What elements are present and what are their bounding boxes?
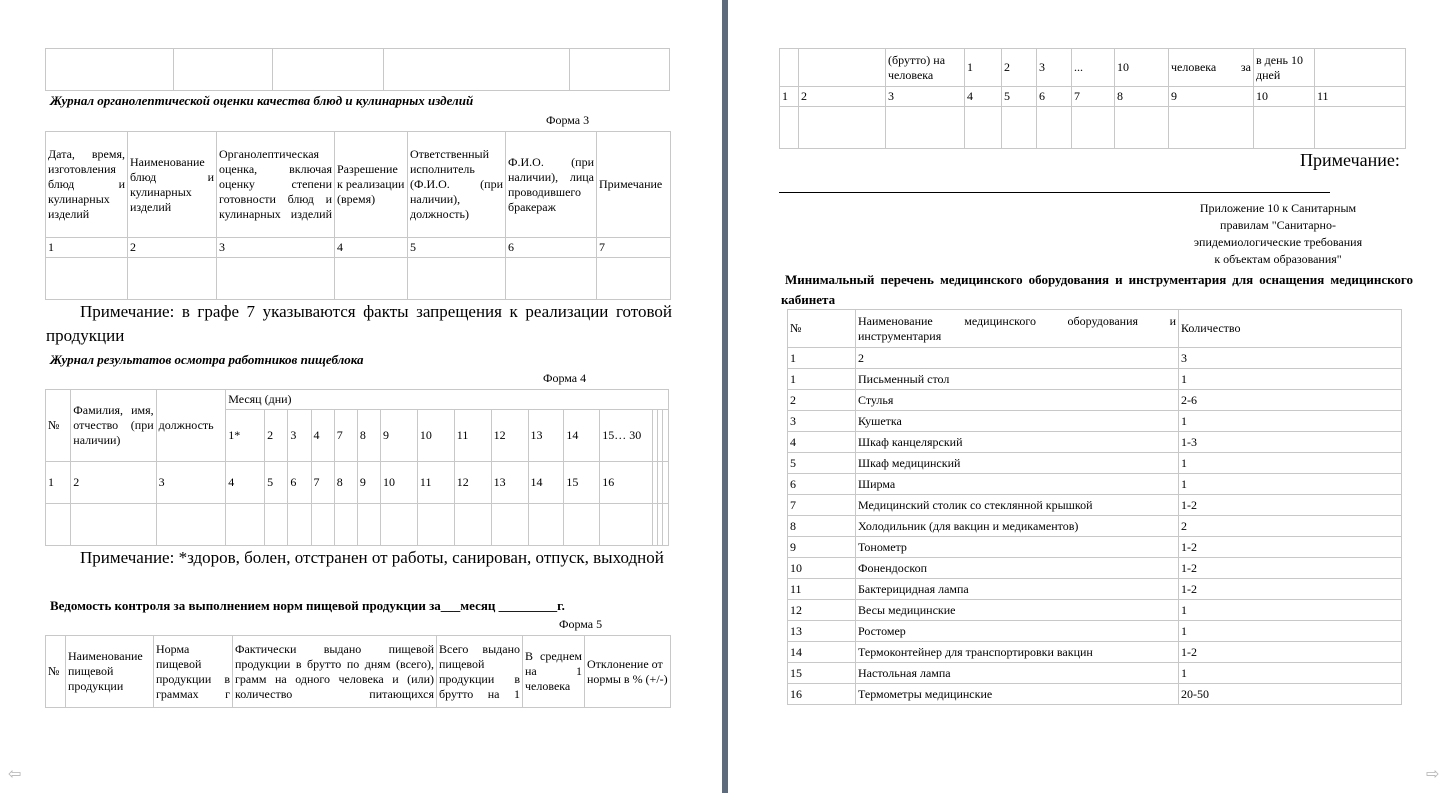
item-quantity: 1-2 (1179, 579, 1402, 600)
table-row (788, 411, 1402, 432)
journal4-form-label: Форма 4 (543, 371, 587, 385)
column-number: 7 (311, 462, 334, 504)
day-cell: 4 (311, 410, 334, 462)
journal5-header-cell: Всего выдано пищевой продукции в брутто на 1 (437, 636, 523, 708)
item-number: 4 (788, 432, 856, 453)
item-number: 12 (788, 600, 856, 621)
item-name: Медицинский столик со стеклянной крышкой (856, 495, 1179, 516)
column-number: 7 (1072, 87, 1115, 107)
day-cell: 12 (491, 410, 528, 462)
column-number: 3 (886, 87, 965, 107)
column-number: 14 (528, 462, 564, 504)
item-quantity: 1-2 (1179, 558, 1402, 579)
table-row (788, 432, 1402, 453)
item-number: 3 (788, 411, 856, 432)
item-number: 2 (788, 390, 856, 411)
journal3-header-cell: Органолептическая оценка, включая оценку степени готовности блюд и кулинарных изделий (217, 132, 335, 238)
table-row (788, 369, 1402, 390)
column-number: 2 (856, 348, 1179, 369)
journal4-header-name: Фамилия, имя, отчество (при наличии) (71, 390, 156, 462)
table-row (788, 495, 1402, 516)
equipment-header-cell: Количество (1179, 310, 1402, 348)
journal4-header-position: должность (156, 390, 226, 462)
form5-cell: в день 10 дней (1254, 49, 1315, 87)
column-number: 4 (226, 462, 265, 504)
column-number: 11 (1315, 87, 1406, 107)
item-number: 13 (788, 621, 856, 642)
item-name: Термоконтейнер для транспортировки вакцин (856, 642, 1179, 663)
day-cell: 2 (265, 410, 288, 462)
day-cell: 3 (288, 410, 311, 462)
table-row (788, 621, 1402, 642)
column-number: 4 (965, 87, 1002, 107)
item-name: Ростомер (856, 621, 1179, 642)
journal3-header-cell: Ответственный исполнитель (Ф.И.О. (при наличии), должность) (408, 132, 506, 238)
item-quantity: 1 (1179, 453, 1402, 474)
column-number: 2 (71, 462, 156, 504)
table-row (788, 684, 1402, 705)
column-number: 9 (357, 462, 380, 504)
journal3-table (45, 131, 671, 300)
item-quantity: 1-2 (1179, 495, 1402, 516)
table-row (788, 453, 1402, 474)
appendix-line: к объектам образования" (1214, 252, 1342, 266)
column-number: 7 (597, 238, 671, 258)
form5-cell: 1 (965, 49, 1002, 87)
column-number: 1 (46, 238, 128, 258)
item-quantity: 1 (1179, 621, 1402, 642)
column-number: 10 (1254, 87, 1315, 107)
journal5-header-cell: Норма пищевой продукции в граммах г (154, 636, 233, 708)
journal3-header-cell: Наименование блюд и кулинарных изделий (128, 132, 217, 238)
journal5-form-label: Форма 5 (559, 617, 603, 631)
day-cell: 13 (528, 410, 564, 462)
form5-cell: 2 (1002, 49, 1037, 87)
journal5-table (45, 635, 671, 708)
item-number: 16 (788, 684, 856, 705)
column-number: 2 (128, 238, 217, 258)
arrow-right-icon[interactable]: ⇨ (1426, 766, 1440, 783)
column-number: 15 (564, 462, 600, 504)
day-cell: 11 (454, 410, 491, 462)
appendix-line: эпидемиологические требования (1193, 235, 1363, 249)
item-number: 11 (788, 579, 856, 600)
journal3-note: Примечание: в графе 7 указываются факты запрещения к реализации готовой продукции (46, 302, 672, 345)
column-number: 5 (265, 462, 288, 504)
item-quantity: 1 (1179, 411, 1402, 432)
equipment-header-cell: Наименование медицинского оборудования и инструментария (856, 310, 1179, 348)
item-quantity: 2-6 (1179, 390, 1402, 411)
appendix-line: правилам "Санитарно- (1220, 218, 1336, 232)
equipment-header-cell: № (788, 310, 856, 348)
form5-note-label: Примечание: (1300, 150, 1400, 170)
column-number: 12 (454, 462, 491, 504)
item-quantity: 1 (1179, 600, 1402, 621)
column-number: 1 (788, 348, 856, 369)
journal3-header-cell: Ф.И.О. (при наличии), лица проводившего бракераж (506, 132, 597, 238)
table-row (788, 474, 1402, 495)
table-row (788, 663, 1402, 684)
form5-cell: (брутто) на человека (886, 49, 965, 87)
journal4-table (45, 389, 669, 546)
column-number: 6 (1037, 87, 1072, 107)
item-number: 10 (788, 558, 856, 579)
form5-cell: 3 (1037, 49, 1072, 87)
item-name: Настольная лампа (856, 663, 1179, 684)
column-number: 1 (46, 462, 71, 504)
item-quantity: 1 (1179, 474, 1402, 495)
column-number: 13 (491, 462, 528, 504)
table-row (788, 558, 1402, 579)
equipment-list-title: Минимальный перечень медицинского оборудования и инструментария для оснащения медицинского кабинета (781, 272, 1413, 307)
column-number: 8 (1115, 87, 1169, 107)
table-row (788, 516, 1402, 537)
journal5-header-cell: В среднем на 1 человека (523, 636, 585, 708)
item-quantity: 2 (1179, 516, 1402, 537)
column-number: 6 (288, 462, 311, 504)
item-quantity: 1-2 (1179, 642, 1402, 663)
item-quantity: 1 (1179, 369, 1402, 390)
form5-cell: ... (1072, 49, 1115, 87)
item-name: Стулья (856, 390, 1179, 411)
journal4-note: Примечание: *здоров, болен, отстранен от работы, санирован, отпуск, выходной (80, 548, 664, 567)
day-cell: 9 (381, 410, 418, 462)
item-name: Ширма (856, 474, 1179, 495)
day-cell: 15… 30 (600, 410, 653, 462)
item-name: Холодильник (для вакцин и медикаментов) (856, 516, 1179, 537)
journal5-header-cell: Фактически выдано пищевой продукции в брутто по дням (всего), грамм на одного человека и (или) количество питающихся (233, 636, 437, 708)
day-cell: 7 (334, 410, 357, 462)
journal3-header-cell: Дата, время, изготовления блюд и кулинарных изделий (46, 132, 128, 238)
item-quantity: 1 (1179, 663, 1402, 684)
column-number: 2 (799, 87, 886, 107)
column-number: 10 (381, 462, 418, 504)
column-number: 8 (334, 462, 357, 504)
journal4-title: Журнал результатов осмотра работников пищеблока (50, 352, 364, 367)
journal5-header-cell: Наименование пищевой продукции (66, 636, 154, 708)
table-row (788, 537, 1402, 558)
appendix-line: Приложение 10 к Санитарным (1199, 201, 1357, 215)
item-name: Кушетка (856, 411, 1179, 432)
journal3-header-cell: Примечание (597, 132, 671, 238)
journal5-header-cell: Отклонение от нормы в % (+/-) (585, 636, 671, 708)
column-number: 1 (780, 87, 799, 107)
journal5-title: Ведомость контроля за выполнением норм пищевой продукции за___месяц _________г. (50, 598, 565, 613)
item-name: Шкаф медицинский (856, 453, 1179, 474)
form5-continuation-table (779, 48, 1406, 149)
table-row (788, 579, 1402, 600)
column-number: 3 (1179, 348, 1402, 369)
empty-table-top (45, 48, 670, 91)
table-row (788, 642, 1402, 663)
item-name: Фонендоскоп (856, 558, 1179, 579)
item-number: 8 (788, 516, 856, 537)
item-quantity: 1-2 (1179, 537, 1402, 558)
item-number: 5 (788, 453, 856, 474)
right-page (728, 0, 1450, 793)
item-quantity: 20-50 (1179, 684, 1402, 705)
equipment-table (787, 309, 1402, 705)
arrow-left-icon[interactable]: ⇦ (8, 766, 22, 783)
journal4-header-no: № (46, 390, 71, 462)
table-row (788, 600, 1402, 621)
item-name: Весы медицинские (856, 600, 1179, 621)
item-name: Бактерицидная лампа (856, 579, 1179, 600)
item-number: 6 (788, 474, 856, 495)
column-number: 5 (1002, 87, 1037, 107)
form5-cell: 10 (1115, 49, 1169, 87)
journal3-form-label: Форма 3 (546, 113, 590, 127)
journal4-header-month: Месяц (дни) (226, 390, 669, 410)
column-number: 6 (506, 238, 597, 258)
item-number: 7 (788, 495, 856, 516)
item-name: Шкаф канцелярский (856, 432, 1179, 453)
left-page (0, 0, 722, 793)
item-name: Термометры медицинские (856, 684, 1179, 705)
day-cell: 14 (564, 410, 600, 462)
item-quantity: 1-3 (1179, 432, 1402, 453)
day-cell: 10 (417, 410, 454, 462)
day-cell: 1* (226, 410, 265, 462)
item-name: Тонометр (856, 537, 1179, 558)
item-number: 14 (788, 642, 856, 663)
day-cell: 8 (357, 410, 380, 462)
journal3-header-cell: Разрешение к реализации (время) (335, 132, 408, 238)
journal3-title: Журнал органолептической оценки качества блюд и кулинарных изделий (50, 93, 474, 108)
appendix-block (1168, 200, 1388, 268)
item-number: 9 (788, 537, 856, 558)
column-number: 4 (335, 238, 408, 258)
item-name: Письменный стол (856, 369, 1179, 390)
column-number: 3 (156, 462, 226, 504)
separator-line (779, 192, 1330, 193)
item-number: 1 (788, 369, 856, 390)
column-number: 9 (1169, 87, 1254, 107)
column-number: 5 (408, 238, 506, 258)
column-number: 11 (417, 462, 454, 504)
item-number: 15 (788, 663, 856, 684)
journal5-header-cell: № (46, 636, 66, 708)
form5-cell: человека за (1169, 49, 1254, 87)
column-number: 16 (600, 462, 653, 504)
table-row (788, 390, 1402, 411)
column-number: 3 (217, 238, 335, 258)
